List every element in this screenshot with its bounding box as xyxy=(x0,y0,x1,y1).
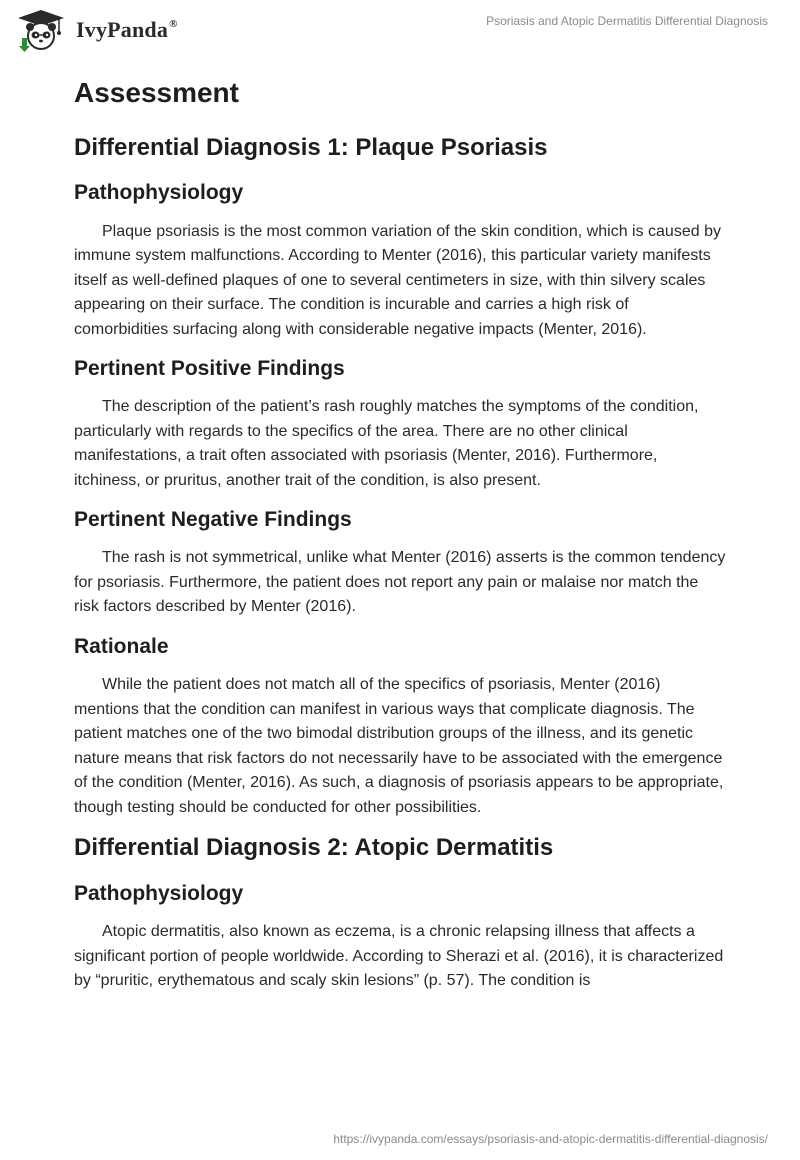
panda-logo-icon xyxy=(14,8,68,52)
registered-mark: ® xyxy=(169,18,178,30)
essay-content xyxy=(74,68,726,1008)
heading-dd2: Differential Diagnosis 2: Atopic Dermatitis xyxy=(74,834,554,862)
heading-dd1-positive-findings: Pertinent Positive Findings xyxy=(74,357,345,381)
paragraph-dd1-positive-findings: The description of the patient’s rash roughly matches the symptoms of the condition, particularly with regards to the specifics of the area. There are no other clinical manifestations, a trait often associated with psoriasis (Menter, 2016). Furthermore, itchiness, or pruritus, another trait of the condition, is also present. xyxy=(74,398,699,489)
paragraph-dd1-pathophysiology: Plaque psoriasis is the most common variation of the skin condition, which is caused by immune system malfunctions. According to Menter (2016), this particular variety manifests itself as well-defined plaques of one to several centimeters in size, with thin silvery scales appearing on their surface. The condition is incurable and carries a high risk of comorbidities surfacing along with considerable negative impacts (Menter, 2016). xyxy=(74,222,721,338)
heading-dd2-pathophysiology: Pathophysiology xyxy=(74,881,244,905)
footer-url-link[interactable]: https://ivypanda.com/essays/psoriasis-and-atopic-dermatitis-differential-diagnosis/ xyxy=(333,1132,768,1146)
paragraph-dd1-rationale: While the patient does not match all of the specifics of psoriasis, Menter (2016) mentions that the condition can manifest in various ways that complicate diagnosis. The patient matches one of the two bimodal distribution groups of the illness, and its genetic nature means that risk factors do not necessarily have to be associated with the emergence of the condition (Menter, 2016). As such, a diagnosis of psoriasis appears to be appropriate, though testing should be conducted for other possibilities. xyxy=(74,676,724,816)
section-title-assessment: Assessment xyxy=(74,77,239,108)
heading-dd1-pathophysiology: Pathophysiology xyxy=(74,181,244,205)
heading-dd1-rationale: Rationale xyxy=(74,634,169,658)
brand-logo[interactable] xyxy=(14,8,178,52)
brand-name: IvyPanda® xyxy=(76,17,178,42)
heading-dd1: Differential Diagnosis 1: Plaque Psoriasis xyxy=(74,133,548,161)
document-title: Psoriasis and Atopic Dermatitis Differential Diagnosis xyxy=(486,14,768,28)
heading-dd1-negative-findings: Pertinent Negative Findings xyxy=(74,508,352,532)
paragraph-dd2-pathophysiology: Atopic dermatitis, also known as eczema, is a chronic relapsing illness that affects a significant portion of people worldwide. According to Sherazi et al. (2016), it is characterized by “pruritic, erythematous and scaly skin lesions” (p. 57). The condition is xyxy=(74,923,724,990)
page-header xyxy=(0,0,800,62)
paragraph-dd1-negative-findings: The rash is not symmetrical, unlike what Menter (2016) asserts is the common tendency for psoriasis. Furthermore, the patient does not report any pain or malaise nor match the risk factors described by Menter (2016). xyxy=(74,549,726,616)
